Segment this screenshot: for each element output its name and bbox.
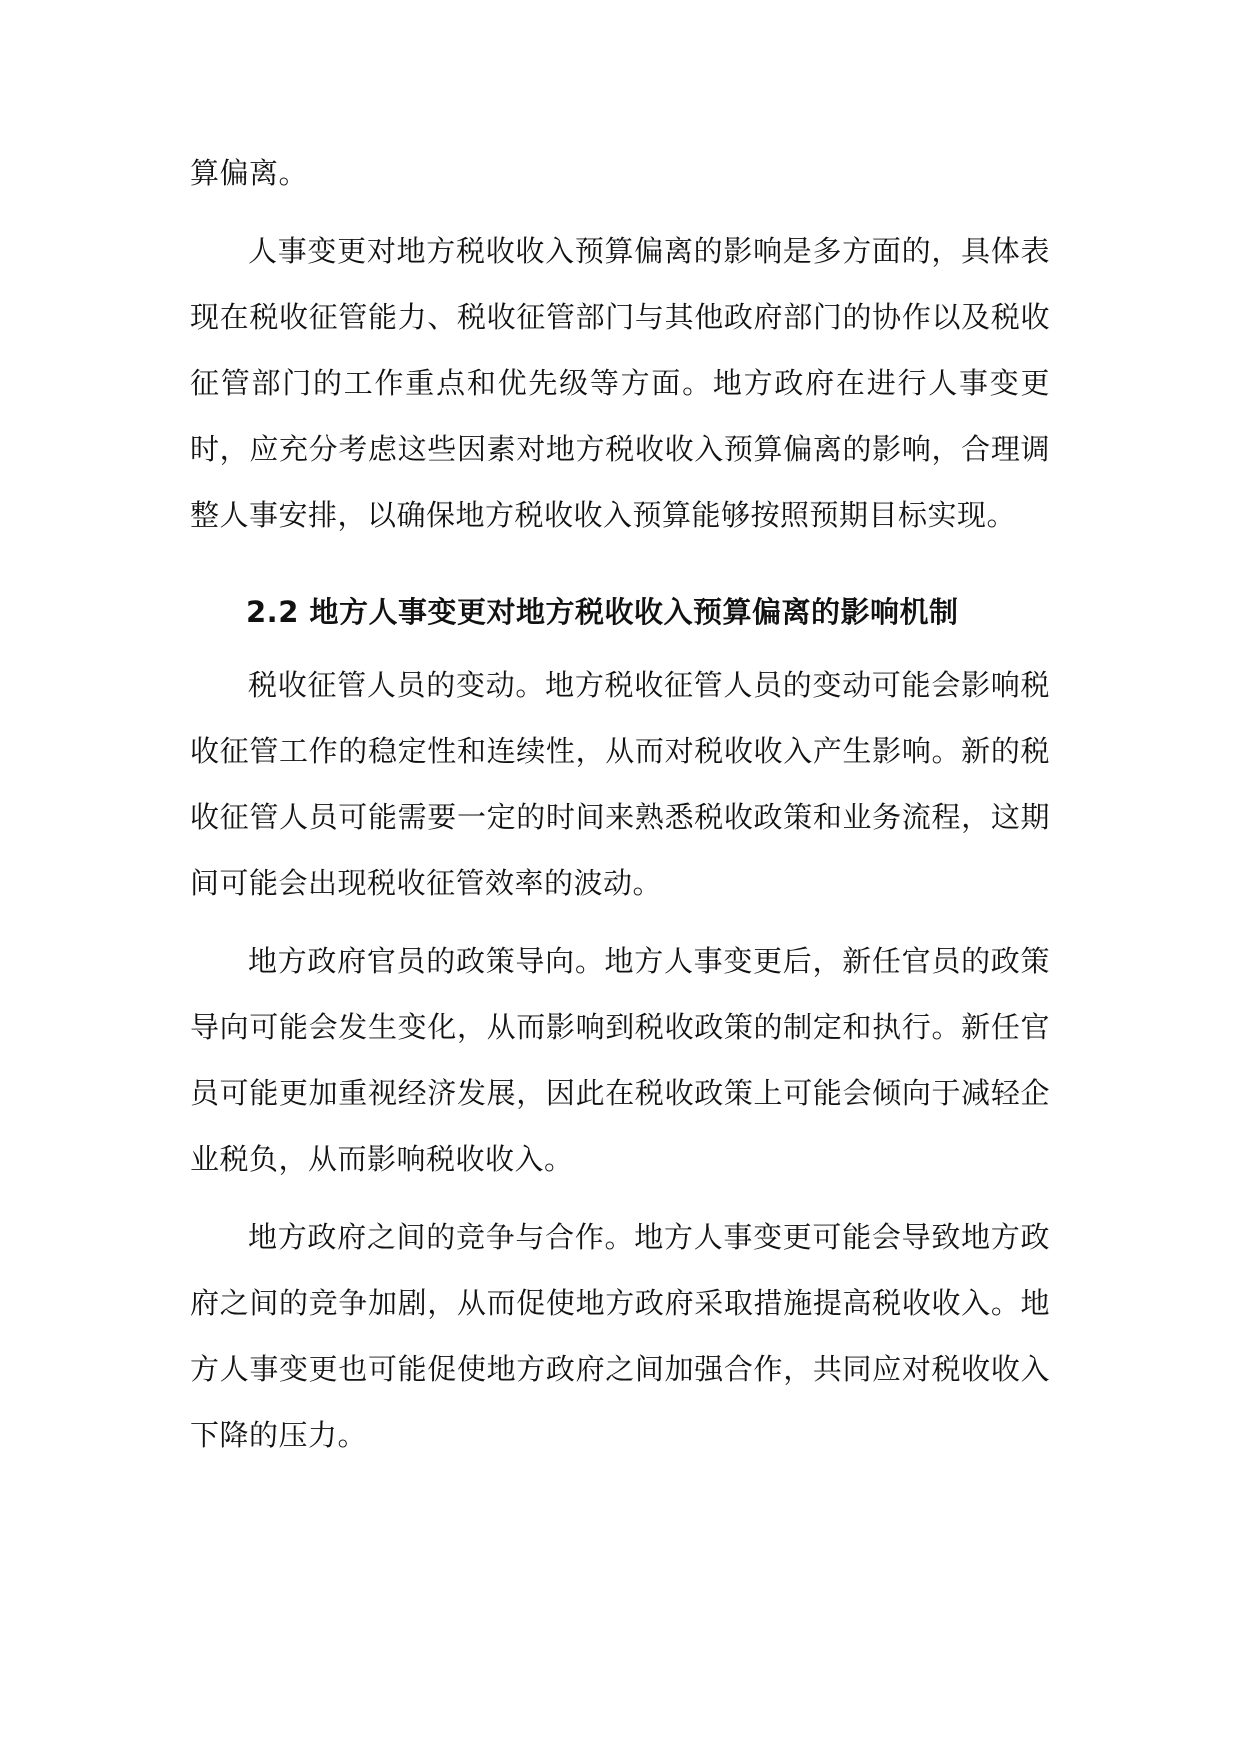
section-heading: 2.2 地方人事变更对地方税收收入预算偏离的影响机制 [246, 595, 959, 629]
continuation-text: 算偏离。 [190, 156, 309, 190]
paragraph-spacer [190, 916, 1050, 928]
paragraph-spacer [190, 206, 1050, 218]
paragraph: 地方政府官员的政策导向。地方人事变更后，新任官员的政策导向可能会发生变化，从而影响到税收政策的制定和执行。新任官员可能更加重视经济发展，因此在税收政策上可能会倾向于减轻企业税负，从而影响税收收入。 [190, 944, 1050, 1176]
paragraph: 税收征管人员的变动。地方税收征管人员的变动可能会影响税收征管工作的稳定性和连续性，从而对税收收入产生影响。新的税收征管人员可能需要一定的时间来熟悉税收政策和业务流程，这期间可能会出现税收征管效率的波动。 [190, 668, 1050, 900]
paragraph: 地方政府之间的竞争与合作。地方人事变更可能会导致地方政府之间的竞争加剧，从而促使地方政府采取措施提高税收收入。地方人事变更也可能促使地方政府之间加强合作，共同应对税收收入下降的压力。 [190, 1220, 1050, 1452]
paragraph: 人事变更对地方税收收入预算偏离的影响是多方面的，具体表现在税收征管能力、税收征管部门与其他政府部门的协作以及税收征管部门的工作重点和优先级等方面。地方政府在进行人事变更时，应充分考虑这些因素对地方税收收入预算偏离的影响，合理调整人事安排，以确保地方税收收入预算能够按照预期目标实现。 [190, 234, 1050, 532]
document-body [190, 140, 1050, 1468]
paragraph-spacer [190, 1192, 1050, 1204]
